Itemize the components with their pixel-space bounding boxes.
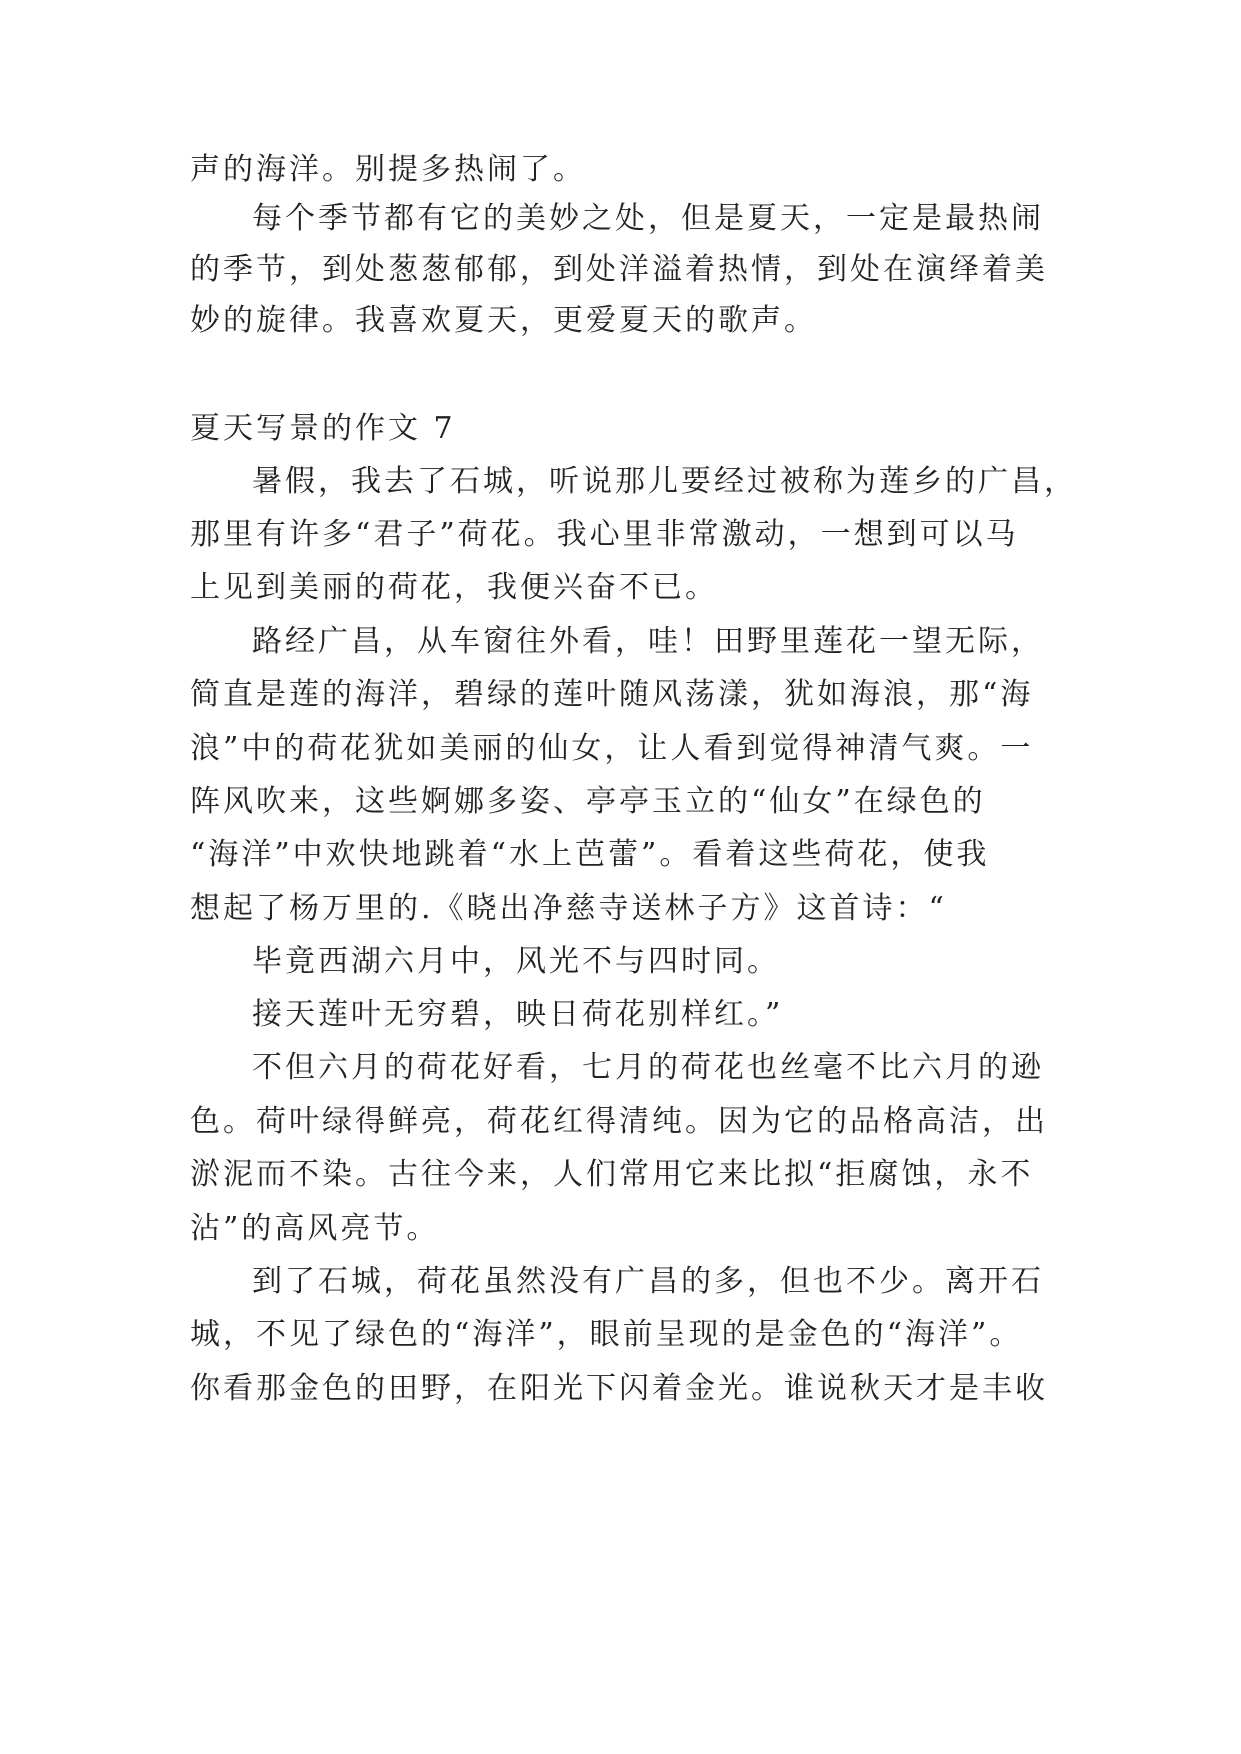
text-line: 那里有许多“君子”荷花。我心里非常激动，一想到可以马	[190, 517, 1019, 552]
text-line: 沾”的高风亮节。	[190, 1211, 440, 1246]
text-line: 你看那金色的田野，在阳光下闪着金光。谁说秋天才是丰收	[190, 1371, 1048, 1406]
text-line: 阵风吹来，这些婀娜多姿、亭亭玉立的“仙女”在绿色的	[190, 784, 986, 819]
section-heading: 夏天写景的作文 7	[190, 411, 456, 446]
text-line: 每个季节都有它的美妙之处，但是夏天，一定是最热闹	[252, 201, 1044, 236]
poem-line: 毕竟西湖六月中，风光不与四时同。	[252, 944, 780, 979]
text-line: 淤泥而不染。古往今来，人们常用它来比拟“拒腐蚀，永不	[190, 1157, 1034, 1192]
poem-line: 接天莲叶无穷碧，映日荷花别样红。”	[252, 997, 784, 1032]
text-line: 上见到美丽的荷花，我便兴奋不已。	[190, 570, 718, 605]
text-line: 色。荷叶绿得鲜亮，荷花红得清纯。因为它的品格高洁，出	[190, 1104, 1048, 1139]
text-line: 妙的旋律。我喜欢夏天，更爱夏天的歌声。	[190, 303, 817, 338]
text-line: 浪”中的荷花犹如美丽的仙女，让人看到觉得神清气爽。一	[190, 731, 1034, 766]
text-line: 的季节，到处葱葱郁郁，到处洋溢着热情，到处在演绎着美	[190, 252, 1048, 287]
text-line: 不但六月的荷花好看，七月的荷花也丝毫不比六月的逊	[252, 1050, 1044, 1085]
text-line: 到了石城，荷花虽然没有广昌的多，但也不少。离开石	[252, 1264, 1044, 1299]
text-line: 想起了杨万里的.《晓出净慈寺送林子方》这首诗：“	[190, 891, 947, 926]
text-line: 暑假，我去了石城，听说那儿要经过被称为莲乡的广昌，	[252, 464, 1077, 499]
text-line: 路经广昌，从车窗往外看，哇！田野里莲花一望无际，	[252, 624, 1044, 659]
text-line: “海洋”中欢快地跳着“水上芭蕾”。看着这些荷花，使我	[190, 837, 990, 872]
text-line: 声的海洋。别提多热闹了。	[190, 152, 586, 187]
text-line: 城，不见了绿色的“海洋”，眼前呈现的是金色的“海洋”。	[190, 1317, 1023, 1352]
text-line: 简直是莲的海洋，碧绿的莲叶随风荡漾，犹如海浪，那“海	[190, 677, 1034, 712]
